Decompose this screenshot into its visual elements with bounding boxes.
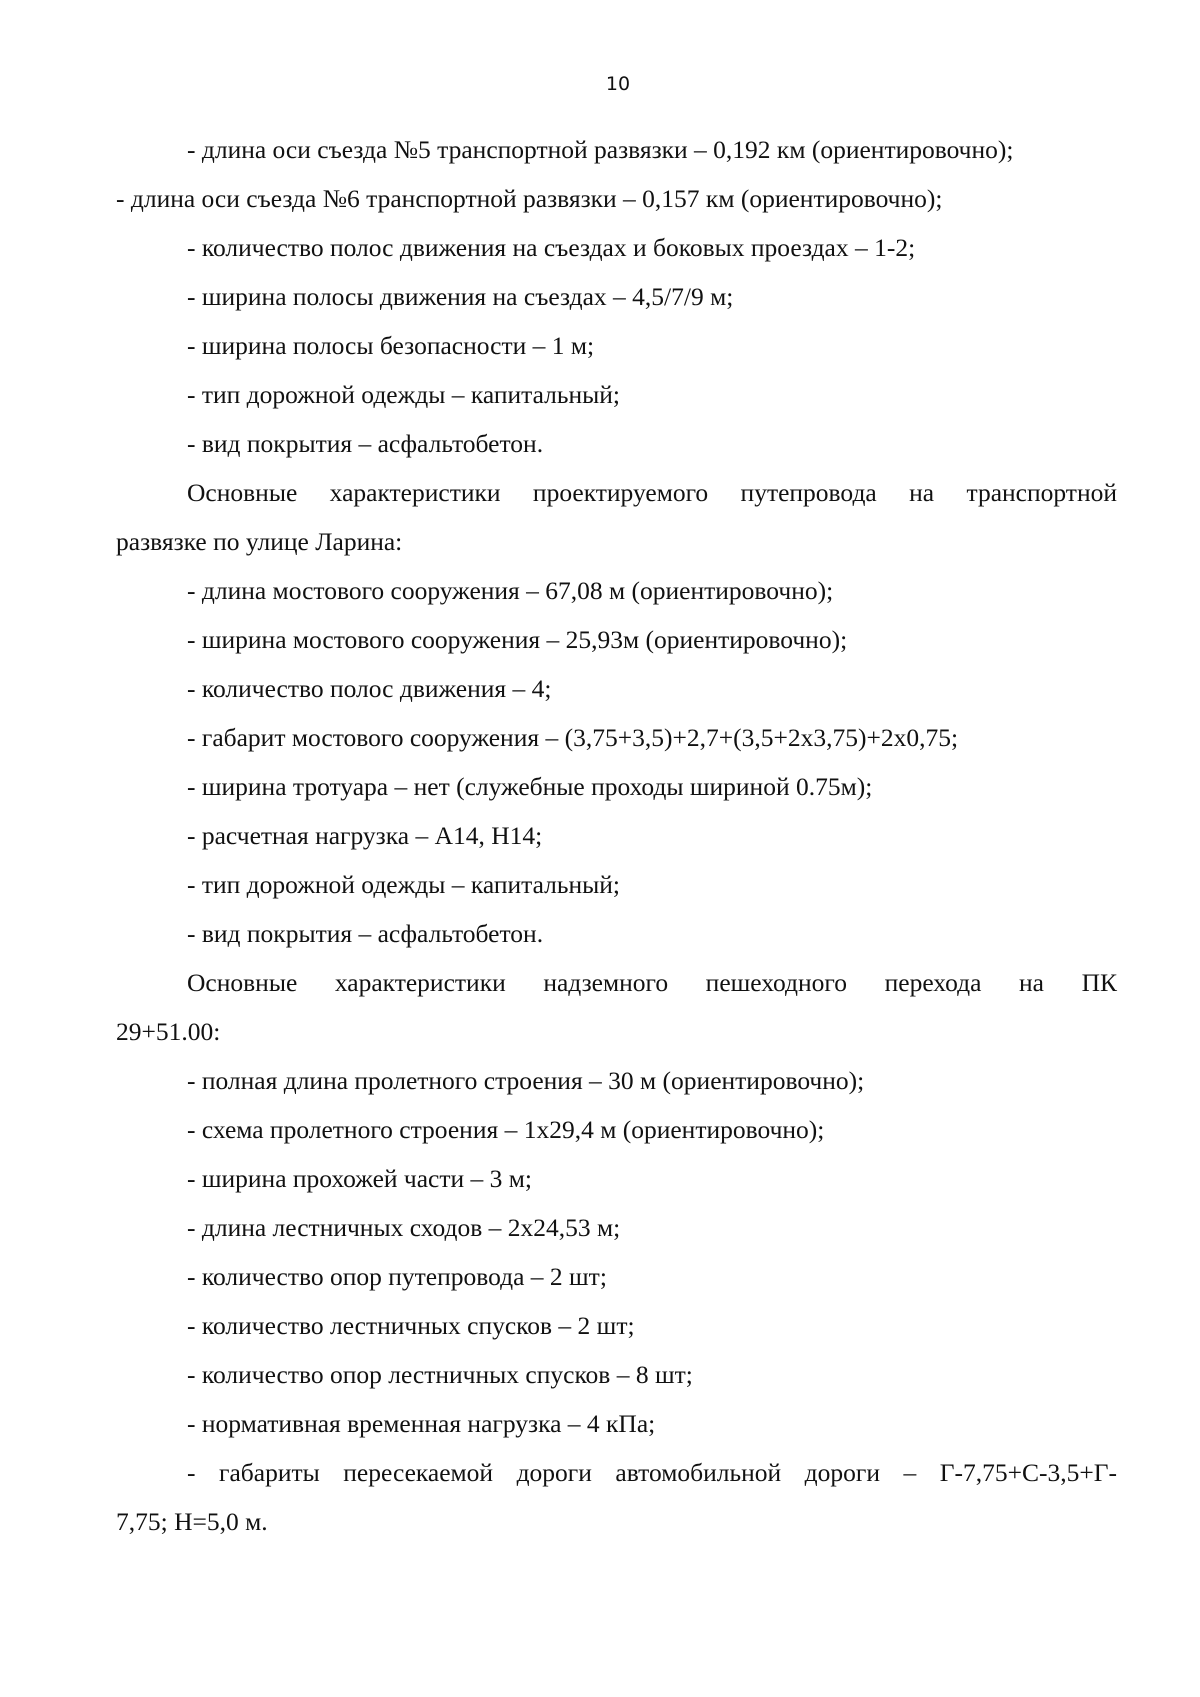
list-item: - длина лестничных сходов – 2х24,53 м; <box>187 1213 621 1242</box>
list-item: - количество опор путепровода – 2 шт; <box>187 1262 607 1291</box>
list-item: - длина оси съезда №6 транспортной развязки – 0,157 км (ориентировочно); <box>116 184 943 213</box>
list-item: - количество полос движения на съездах и боковых проездах – 1-2; <box>187 233 916 262</box>
list-item-continuation: 7,75; Н=5,0 м. <box>116 1507 268 1536</box>
section-heading: Основные характеристики надземного пешеходного перехода на ПК <box>187 968 1117 997</box>
list-item: - габарит мостового сооружения – (3,75+3,5)+2,7+(3,5+2х3,75)+2х0,75; <box>187 723 959 752</box>
section-heading: Основные характеристики проектируемого путепровода на транспортной <box>187 478 1117 507</box>
list-item: - длина оси съезда №5 транспортной развязки – 0,192 км (ориентировочно); <box>187 135 1014 164</box>
list-item: - ширина мостового сооружения – 25,93м (ориентировочно); <box>187 625 848 654</box>
section-heading-continuation: 29+51.00: <box>116 1017 221 1046</box>
list-item: - расчетная нагрузка – А14, Н14; <box>187 821 543 850</box>
list-item: - количество лестничных спусков – 2 шт; <box>187 1311 635 1340</box>
list-item: - нормативная временная нагрузка – 4 кПа; <box>187 1409 656 1438</box>
document-body <box>116 125 1117 1546</box>
list-item: - вид покрытия – асфальтобетон. <box>187 919 544 948</box>
list-item: - количество полос движения – 4; <box>187 674 552 703</box>
list-item: - тип дорожной одежды – капитальный; <box>187 380 620 409</box>
list-item: - ширина прохожей части – 3 м; <box>187 1164 533 1193</box>
list-item: - полная длина пролетного строения – 30 м (ориентировочно); <box>187 1066 865 1095</box>
list-item: - ширина тротуара – нет (служебные проходы шириной 0.75м); <box>187 772 873 801</box>
list-item: - тип дорожной одежды – капитальный; <box>187 870 620 899</box>
list-item: - вид покрытия – асфальтобетон. <box>187 429 544 458</box>
list-item: - количество опор лестничных спусков – 8 шт; <box>187 1360 693 1389</box>
list-item: - ширина полосы безопасности – 1 м; <box>187 331 595 360</box>
list-item: - ширина полосы движения на съездах – 4,5/7/9 м; <box>187 282 734 311</box>
list-item: - габариты пересекаемой дороги автомобильной дороги – Г-7,75+С-3,5+Г- <box>187 1458 1117 1487</box>
section-heading-continuation: развязке по улице Ларина: <box>116 527 403 556</box>
list-item: - длина мостового сооружения – 67,08 м (ориентировочно); <box>187 576 834 605</box>
page-number: 10 <box>605 73 631 95</box>
list-item: - схема пролетного строения – 1х29,4 м (ориентировочно); <box>187 1115 825 1144</box>
